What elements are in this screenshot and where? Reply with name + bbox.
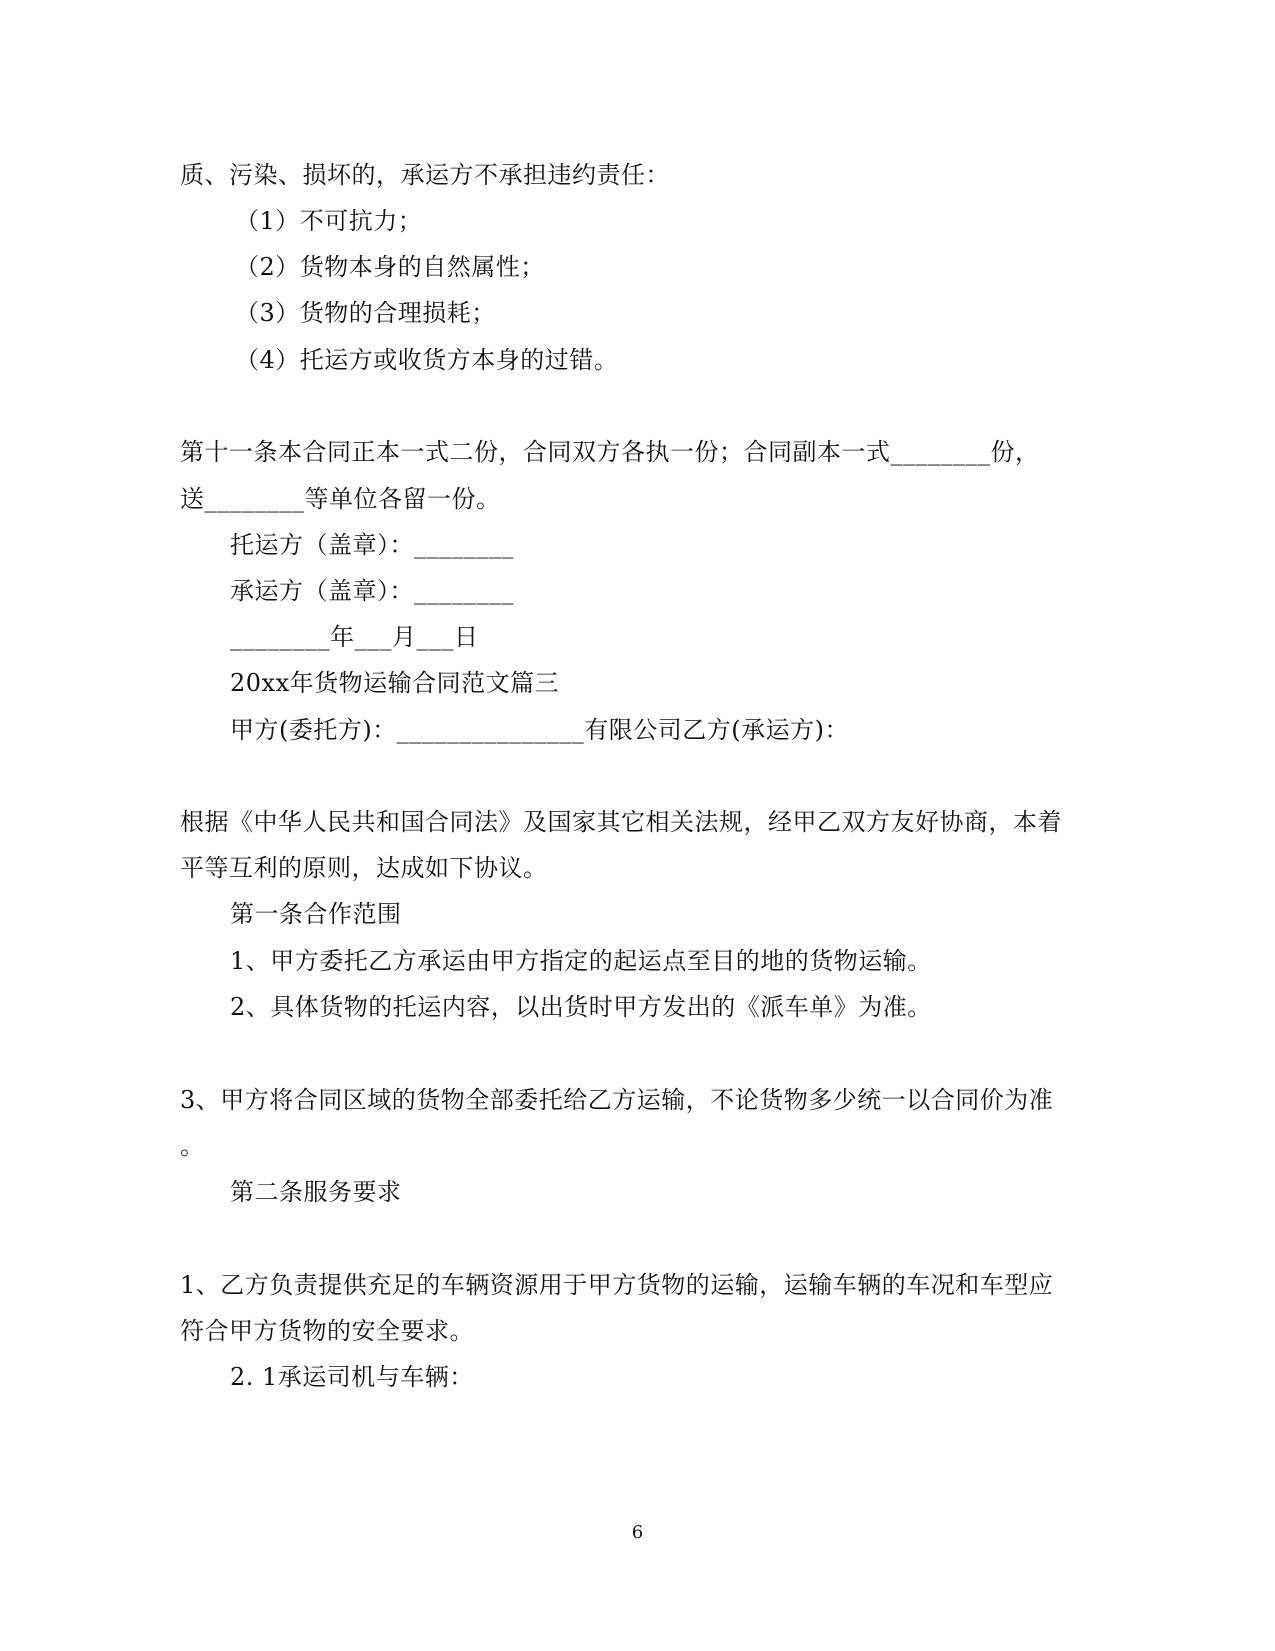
clause-heading: 第一条合作范围 [230, 900, 402, 928]
list-item: （3）货物的合理损耗； [235, 299, 496, 327]
paragraph-line: 根据《中华人民共和国合同法》及国家其它相关法规，经甲乙双方友好协商，本着 [180, 808, 1062, 836]
clause-item: 1、乙方负责提供充足的车辆资源用于甲方货物的运输，运输车辆的车况和车型应 [180, 1271, 1054, 1299]
party-line: 甲方(委托方)：_______________有限公司乙方(承运方)： [230, 716, 849, 744]
sub-clause-heading: 2. 1承运司机与车辆： [230, 1363, 474, 1391]
clause-item-continuation: 符合甲方货物的安全要求。 [180, 1317, 474, 1345]
page-number: 6 [631, 1522, 644, 1543]
clause-text: 第十一条本合同正本一式二份，合同双方各执一份；合同副本一式________份， [180, 438, 1040, 466]
signature-field-carrier: 承运方（盖章）：________ [230, 577, 514, 605]
signature-field-consignor: 托运方（盖章）：________ [230, 531, 514, 559]
clause-item: 3、甲方将合同区域的货物全部委托给乙方运输，不论货物多少统一以合同价为准 [180, 1086, 1054, 1114]
clause-text: 送________等单位各留一份。 [180, 485, 501, 513]
date-field: ________年___月___日 [230, 623, 479, 651]
clause-heading: 第二条服务要求 [230, 1178, 402, 1206]
list-item: （1）不可抗力； [235, 207, 423, 235]
clause-item-continuation: 。 [180, 1132, 205, 1160]
clause-item: 1、甲方委托乙方承运由甲方指定的起运点至目的地的货物运输。 [230, 947, 932, 975]
section-title: 20xx年货物运输合同范文篇三 [230, 669, 560, 697]
paragraph-line: 平等互利的原则，达成如下协议。 [180, 854, 548, 882]
list-item: （2）货物本身的自然属性； [235, 253, 545, 281]
text-line: 质、污染、损坏的，承运方不承担违约责任： [180, 161, 670, 189]
list-item: （4）托运方或收货方本身的过错。 [235, 346, 619, 374]
clause-item: 2、具体货物的托运内容，以出货时甲方发出的《派车单》为准。 [230, 993, 932, 1021]
